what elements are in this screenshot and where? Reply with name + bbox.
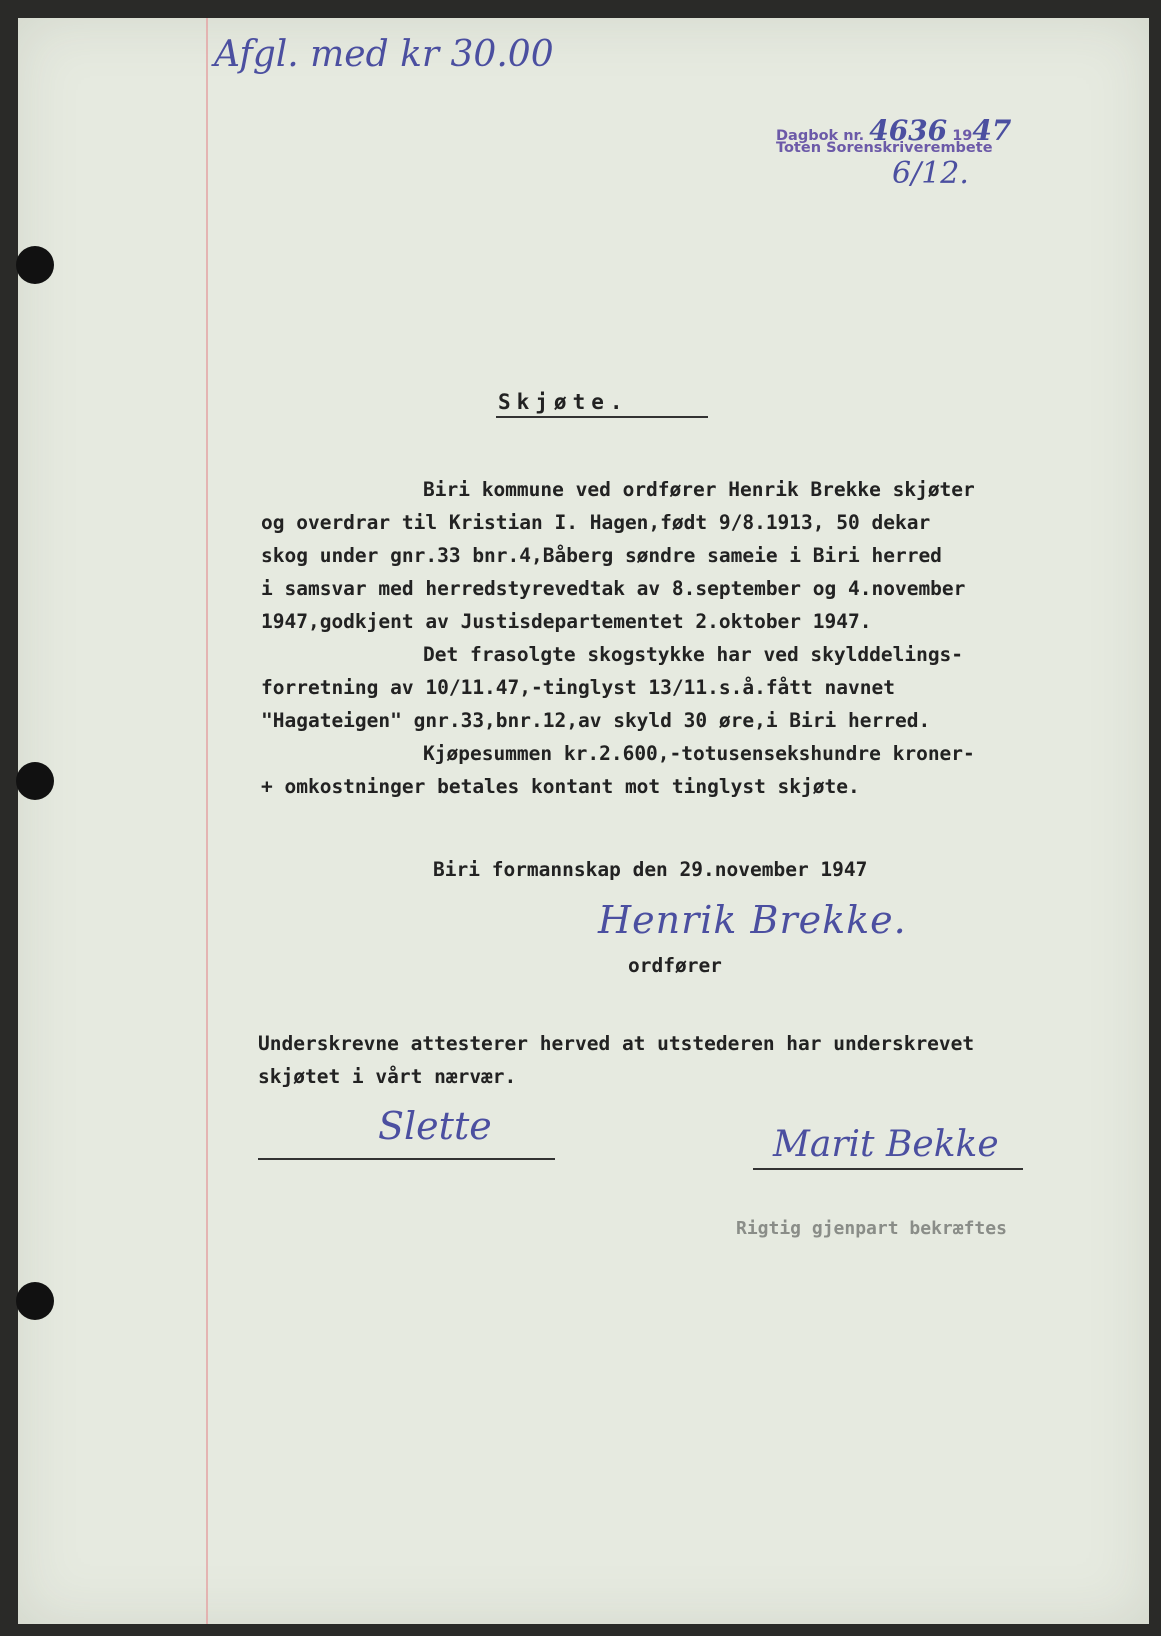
punch-hole-top (16, 246, 54, 284)
body-line-10: + omkostninger betales kontant mot tinglyst skjøte. (261, 775, 860, 798)
body-line-6: Det frasolgte skogstykke har ved skylddelings- (423, 643, 964, 666)
body-line-8: "Hagateigen" gnr.33,bnr.12,av skyld 30 øre,i Biri herred. (261, 709, 931, 732)
margin-line (206, 18, 208, 1624)
body-line-1: Biri kommune ved ordfører Henrik Brekke skjøter (423, 478, 975, 501)
witness-signature-1: Slette (378, 1104, 492, 1148)
copy-certification: Rigtig gjenpart bekræftes (736, 1218, 1007, 1239)
document-title: Skjøte. (498, 390, 629, 414)
witness-signature-line-2 (753, 1168, 1023, 1170)
witness-signature-line-1 (258, 1158, 555, 1160)
punch-hole-middle (16, 762, 54, 800)
punch-hole-bottom (16, 1282, 54, 1320)
body-line-9: Kjøpesummen kr.2.600,-totusensekshundre kroner- (423, 742, 975, 765)
mayor-title: ordfører (628, 954, 722, 977)
body-line-7: forretning av 10/11.47,-tinglyst 13/11.s.å.fått navnet (261, 676, 895, 699)
witness-line-1: Underskrevne attesterer herved at utstederen har underskrevet (258, 1032, 975, 1055)
stamp-number: 4636 (869, 114, 948, 147)
signature-mayor: Henrik Brekke. (598, 898, 907, 942)
witness-line-2: skjøtet i vårt nærvær. (258, 1065, 517, 1088)
stamp-prefix: Dagbok nr. (776, 128, 865, 144)
document-page (18, 18, 1149, 1624)
stamp-line-2: Toten Sorenskriverembete (776, 140, 993, 156)
witness-signature-2: Marit Bekke (773, 1124, 999, 1165)
fee-note: Afgl. med kr 30.00 (214, 34, 554, 75)
stamp-year: 47 (972, 114, 1012, 147)
body-line-4: i samsvar med herredstyrevedtak av 8.september og 4.november (261, 577, 966, 600)
stamp-year-prefix: 19 (952, 128, 973, 144)
place-date: Biri formannskap den 29.november 1947 (433, 858, 868, 881)
stamp-date: 6/12. (892, 156, 969, 191)
title-underline (496, 416, 708, 418)
body-line-2: og overdrar til Kristian I. Hagen,født 9/8.1913, 50 dekar (261, 511, 931, 534)
body-line-3: skog under gnr.33 bnr.4,Båberg søndre sameie i Biri herred (261, 544, 942, 567)
body-line-5: 1947,godkjent av Justisdepartementet 2.oktober 1947. (261, 610, 872, 633)
